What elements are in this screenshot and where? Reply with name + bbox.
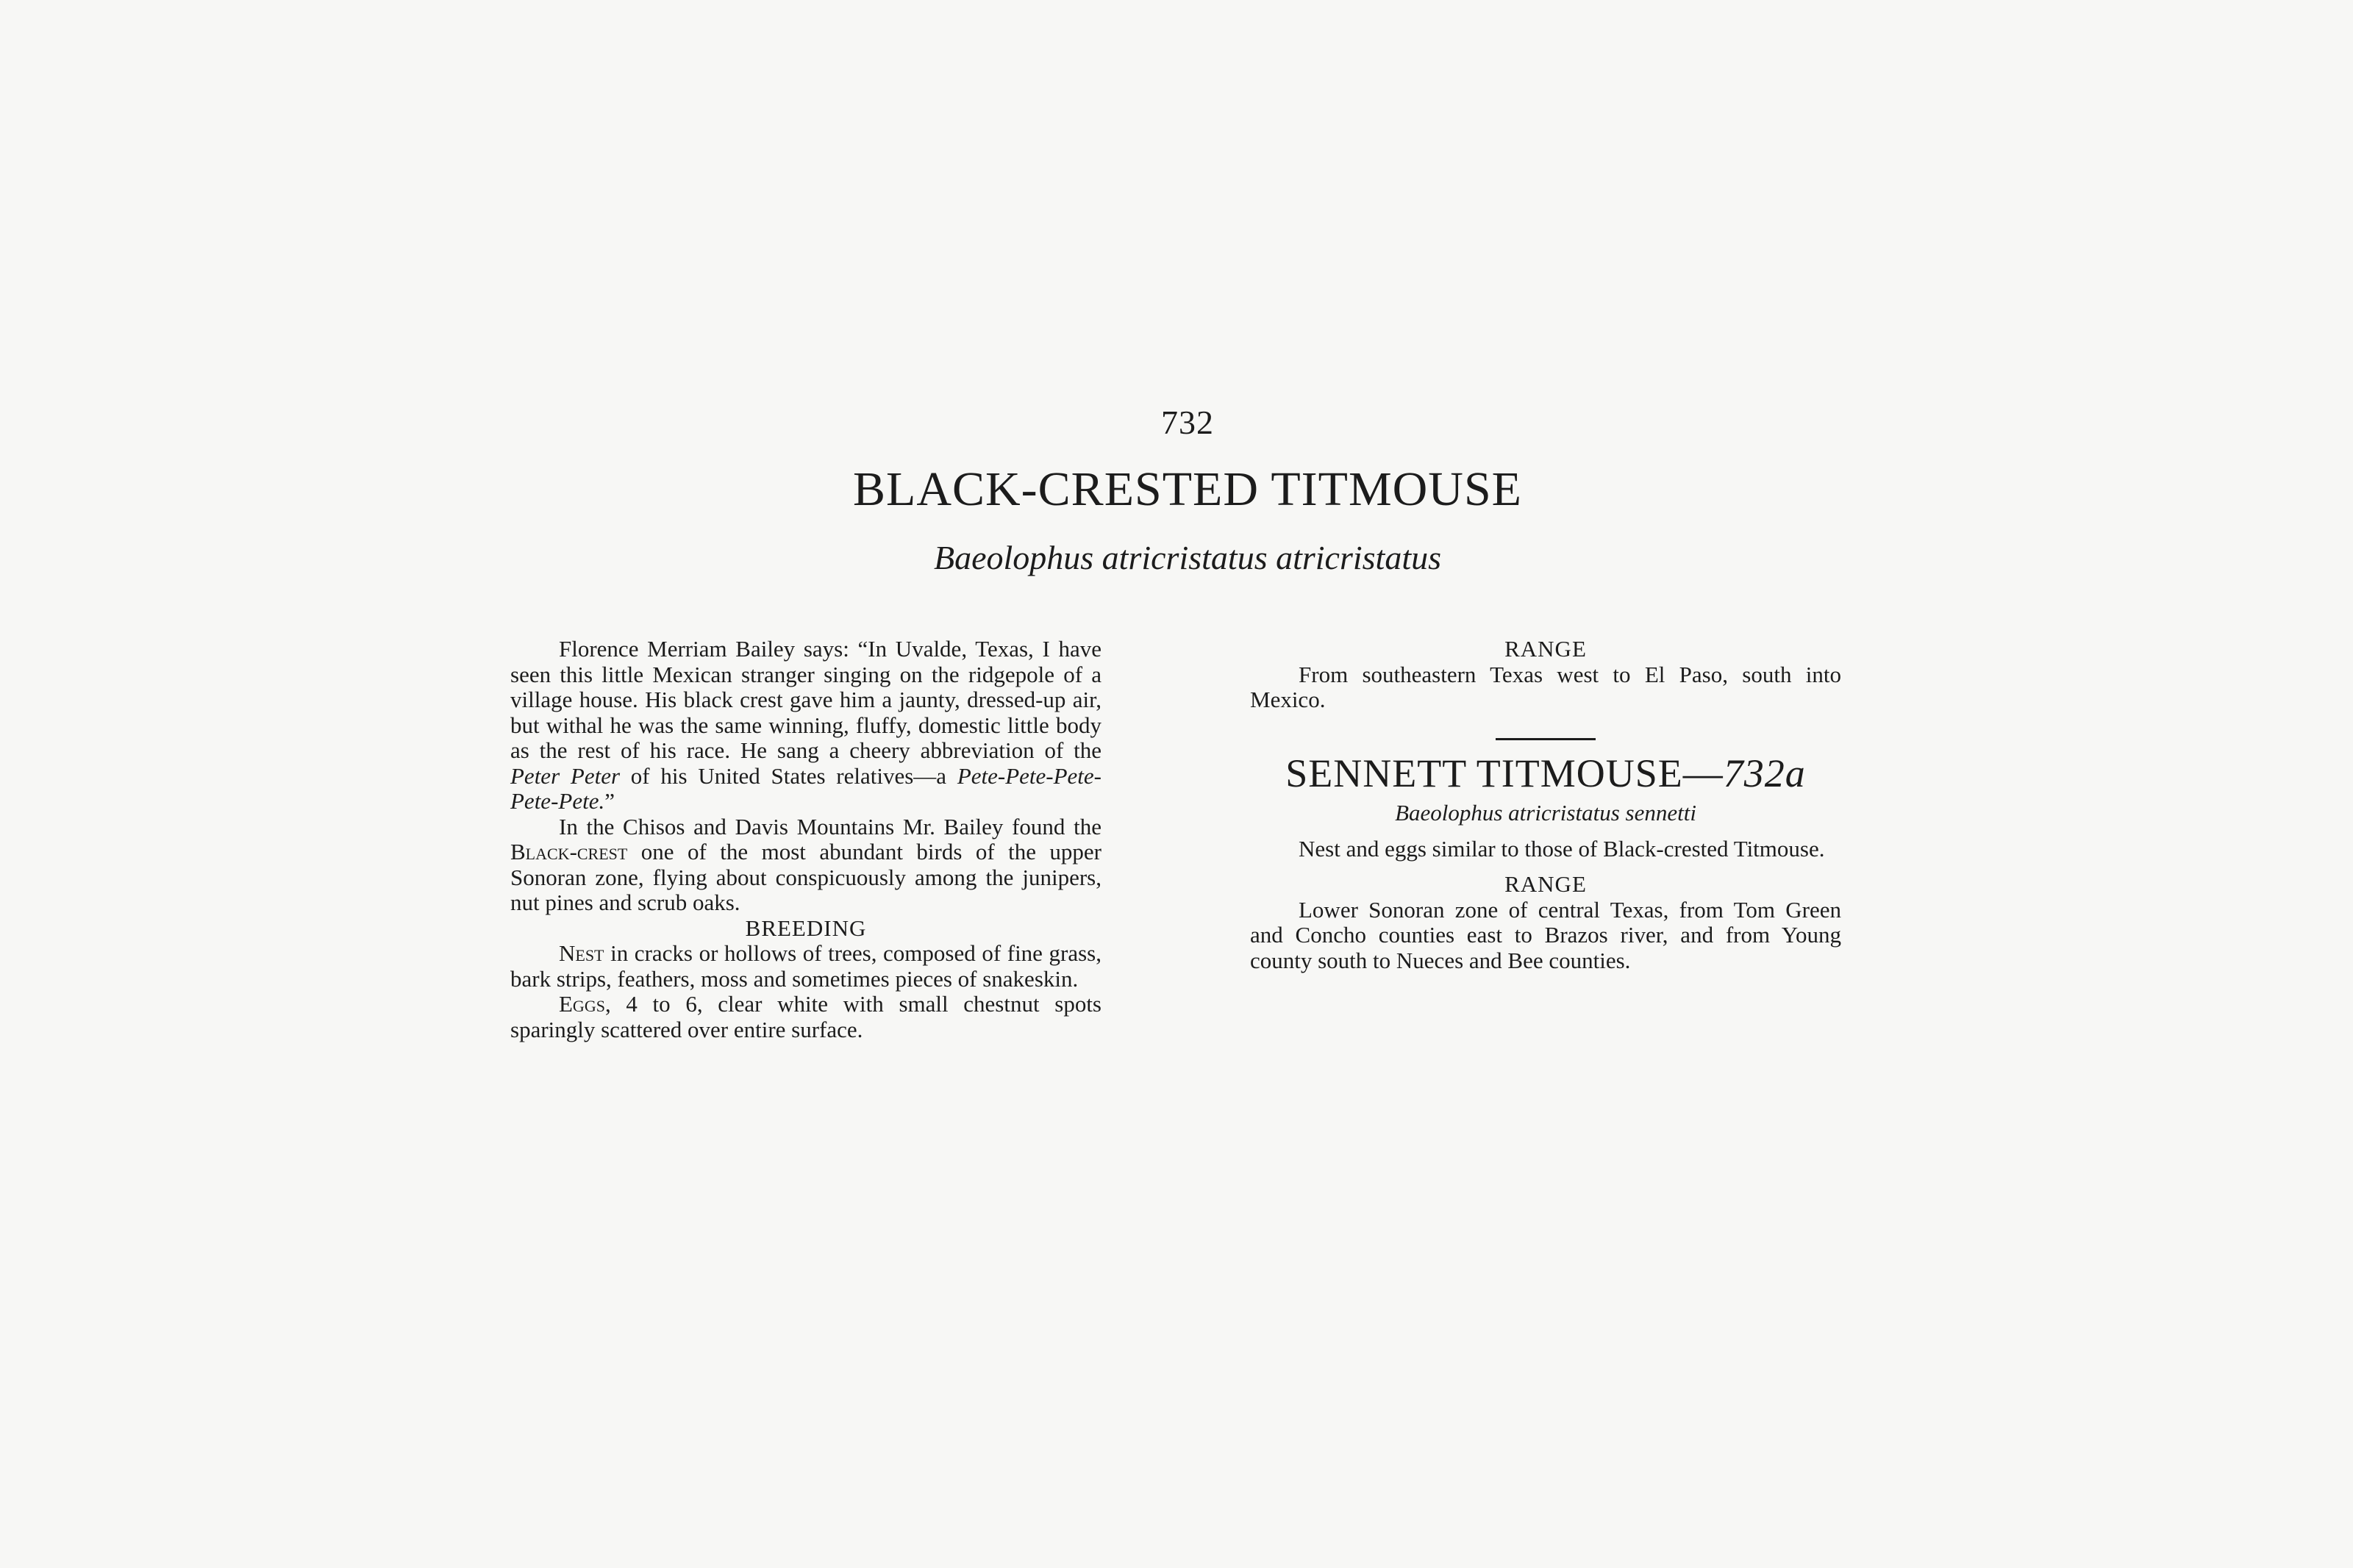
scientific-name: Baeolophus atricristatus atricristatus bbox=[933, 539, 1442, 576]
subspecies-scientific-name: Baeolophus atricristatus sennetti bbox=[1395, 800, 1696, 826]
song-italic-2: Pete-Pete-Pete-Pete-Pete. bbox=[510, 762, 1101, 814]
black-crest-smallcaps: Black-crest bbox=[510, 839, 628, 864]
nest-paragraph bbox=[510, 941, 1101, 992]
subspecies-range-text: Lower Sonoran zone of central Texas, from Tom Green and Concho counties east to Brazos river, and from Young county south to Nueces and Bee counties. bbox=[1250, 896, 1841, 973]
range-text: From southeastern Texas west to El Paso, south into Mexico. bbox=[1250, 661, 1841, 712]
page-number: 732 bbox=[1161, 404, 1214, 441]
nest-label: Nest bbox=[559, 940, 604, 966]
subspecies-range-heading: RANGE bbox=[1504, 871, 1587, 897]
eggs-text: , 4 to 6, clear white with small chestnut spots sparingly scattered over entire surface. bbox=[510, 991, 1101, 1042]
subspecies-note: Nest and eggs similar to those of Black-crested Titmouse. bbox=[1299, 835, 1825, 862]
subspecies-title bbox=[1250, 751, 1841, 795]
eggs-paragraph bbox=[510, 992, 1101, 1042]
page-title: BLACK-CRESTED TITMOUSE bbox=[853, 462, 1522, 516]
description-paragraph bbox=[510, 637, 1101, 815]
description-text-2: of his United States relatives—a bbox=[620, 762, 957, 789]
description-text: Florence Merriam Bailey says: “In Uvalde, Texas, I have seen this little Mexican stranger singing on the ridgepole of a village house. His black crest gave him a jaunty, dressed-up air, but withal he was the same winning, fluffy, domestic little body as the rest of his race. He sang a cheery abbreviation of the bbox=[510, 636, 1101, 763]
breeding-heading: BREEDING bbox=[745, 914, 867, 941]
right-column bbox=[1250, 637, 1841, 973]
left-column bbox=[510, 637, 1101, 1042]
section-divider bbox=[1496, 738, 1596, 740]
eggs-label: Eggs bbox=[559, 991, 605, 1017]
habitat-text: In the Chisos and Davis Mountains Mr. Bailey found the bbox=[559, 813, 1101, 840]
nest-text: in cracks or hollows of trees, composed of fine grass, bark strips, feathers, moss and sometimes pieces of snakeskin. bbox=[510, 940, 1101, 992]
habitat-text-2: one of the most abundant birds of the upper Sonoran zone, flying about conspicuously among the junipers, nut pines and scrub oaks. bbox=[510, 839, 1101, 915]
spacer bbox=[1250, 862, 1841, 872]
subspecies-name: SENNETT TITMOUSE— bbox=[1285, 751, 1724, 795]
closing-quote: ” bbox=[604, 788, 615, 814]
song-italic-1: Peter Peter bbox=[510, 762, 621, 789]
habitat-paragraph bbox=[510, 815, 1101, 916]
range-heading: RANGE bbox=[1504, 636, 1587, 662]
subspecies-number: 732a bbox=[1723, 751, 1806, 795]
